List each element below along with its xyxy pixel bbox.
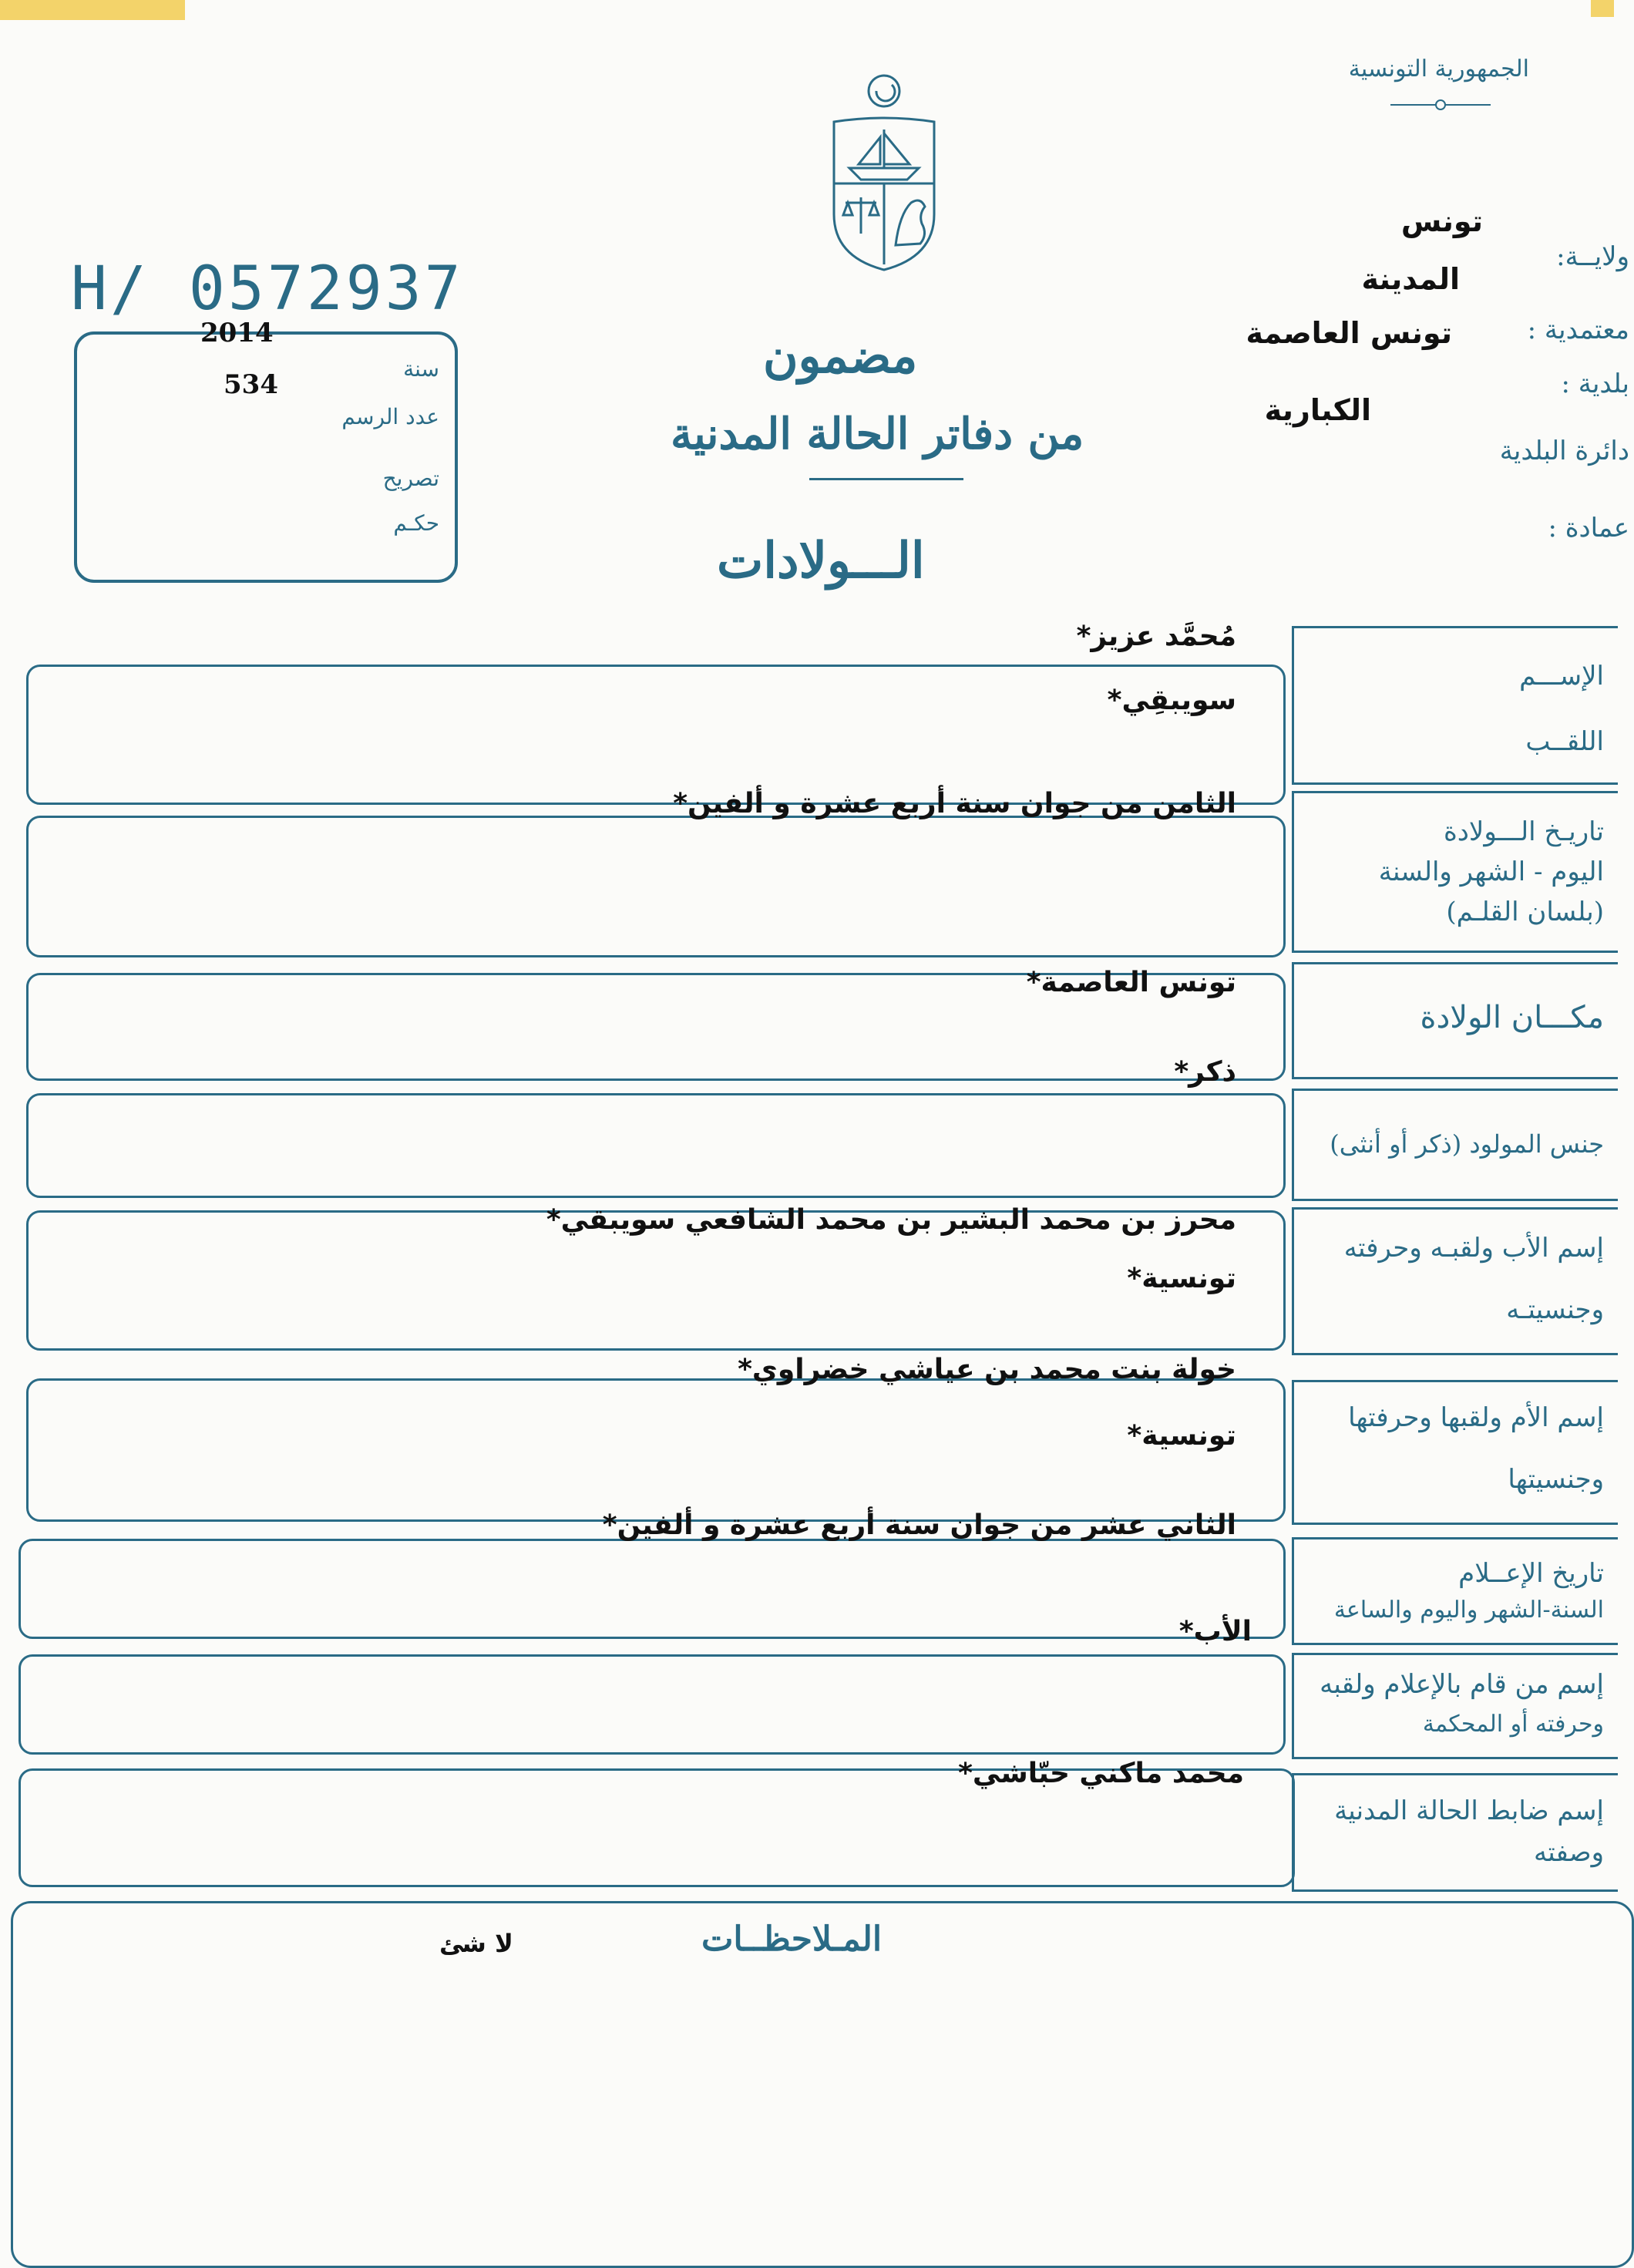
- sex-value: ذكر*: [1174, 1056, 1236, 1088]
- delegation-value: تونس العاصمة: [1246, 316, 1452, 350]
- remarks-value: لا شئ: [439, 1929, 513, 1958]
- governorate-value: تونس: [1400, 204, 1483, 238]
- declaration-date-field-box: [18, 1539, 1286, 1639]
- title-underline: [809, 478, 963, 480]
- registrar-label-box: [1292, 1773, 1618, 1892]
- name-label-box: [1292, 626, 1618, 785]
- registration-box: [74, 318, 458, 583]
- birth-date-note-label: (بلسان القلـم): [1446, 897, 1604, 927]
- father-nationality-value: تونسية*: [1127, 1263, 1236, 1294]
- registrar-value: محمد ماكني حبّاشي*: [958, 1758, 1244, 1789]
- mother-label-box: [1292, 1380, 1618, 1525]
- declaration-date-label: تاريخ الإعــلام: [1458, 1558, 1604, 1589]
- record-number-value: 534: [224, 369, 278, 400]
- declarant-field-box: [18, 1654, 1286, 1755]
- declarant-label-box: [1292, 1653, 1618, 1759]
- mother-field-box: [26, 1378, 1286, 1522]
- document-serial-number: H/ 0572937: [71, 254, 464, 324]
- birth-date-label: تاريـخ الـــولادة: [1443, 816, 1604, 847]
- father-label: إسم الأب ولقبـه وحرفته: [1343, 1233, 1604, 1264]
- birth-date-sub-label: اليوم - الشهر والسنة: [1378, 856, 1604, 887]
- mother-nationality-value: تونسية*: [1127, 1420, 1236, 1452]
- birth-place-label-box: [1292, 962, 1618, 1079]
- father-value: محرز بن محمد البشير بن محمد الشافعي سويبقي*: [546, 1204, 1236, 1236]
- declarant-value: الأب*: [1178, 1616, 1252, 1647]
- year-label: سنة: [403, 356, 439, 382]
- declaration-date-label-box: [1292, 1537, 1618, 1645]
- declaration-date-sub-label: السنة-الشهر واليوم والساعة: [1333, 1597, 1604, 1624]
- birth-place-value: تونس العاصمة*: [1026, 967, 1236, 998]
- record-number-label: عدد الرسم: [341, 404, 439, 429]
- municipal-district-value: الكبارية: [1264, 393, 1371, 427]
- paper-edge-strip: [0, 0, 185, 20]
- sex-label-box: [1292, 1089, 1618, 1201]
- sector-label: عمادة :: [1548, 513, 1629, 543]
- declaration-label: تصريح: [382, 466, 439, 491]
- document-title-registers: من دفاتر الحالة المدنية: [671, 409, 1084, 459]
- given-name-label: الإســـم: [1519, 661, 1604, 692]
- governorate-label: ولايــة:: [1556, 241, 1629, 272]
- delegation-label: معتمدية :: [1527, 315, 1629, 345]
- year-value: 2014: [200, 318, 274, 348]
- mother-nationality-label: وجنسيتها: [1508, 1464, 1604, 1495]
- birth-place-label: مكـــان الولادة: [1420, 1000, 1604, 1035]
- mother-label: إسم الأم ولقبها وحرفتها: [1348, 1402, 1604, 1433]
- birth-date-label-box: [1292, 791, 1618, 953]
- tunisia-coat-of-arms-icon: [819, 68, 950, 276]
- republic-divider: [1390, 104, 1491, 106]
- surname-value: سويبقِي*: [1107, 685, 1236, 716]
- sex-field-box: [26, 1093, 1286, 1198]
- given-name-value: مُحمَّد عزيز*: [1076, 621, 1236, 652]
- document-title-births: الـــولادات: [717, 532, 925, 590]
- remarks-title: المـلاحظــات: [701, 1920, 883, 1959]
- father-label-box: [1292, 1207, 1618, 1355]
- birth-date-value: الثامن من جوان سنة أربع عشرة و ألفين*: [673, 788, 1236, 819]
- declarant-sub-label: وحرفته أو المحكمة: [1422, 1711, 1604, 1738]
- name-field-box: [26, 665, 1286, 805]
- republic-heading: الجمهورية التونسية: [1348, 56, 1529, 82]
- paper-edge-strip-right: [1591, 0, 1614, 17]
- registrar-sub-label: وصفته: [1534, 1837, 1604, 1868]
- sex-label: جنس المولود (ذكر أو أنثى): [1330, 1129, 1604, 1159]
- father-nationality-label: وجنسيتـه: [1506, 1294, 1604, 1325]
- municipal-district-label: دائرة البلدية: [1499, 436, 1629, 466]
- document-title-summary: مضمون: [763, 328, 918, 384]
- city-value: المدينة: [1361, 262, 1460, 296]
- registrar-label: إسم ضابط الحالة المدنية: [1334, 1795, 1604, 1826]
- mother-value: خولة بنت محمد بن عياشي خضراوي*: [738, 1354, 1236, 1385]
- declaration-date-value: الثاني عشر من جوان سنة أربع عشرة و ألفين*: [602, 1509, 1236, 1541]
- judgment-label: حكـم: [393, 510, 439, 536]
- birth-date-field-box: [26, 816, 1286, 957]
- declarant-label: إسم من قام بالإعلام ولقبه: [1320, 1669, 1604, 1700]
- municipality-label: بلدية :: [1561, 368, 1629, 399]
- surname-label: اللقــب: [1525, 726, 1604, 757]
